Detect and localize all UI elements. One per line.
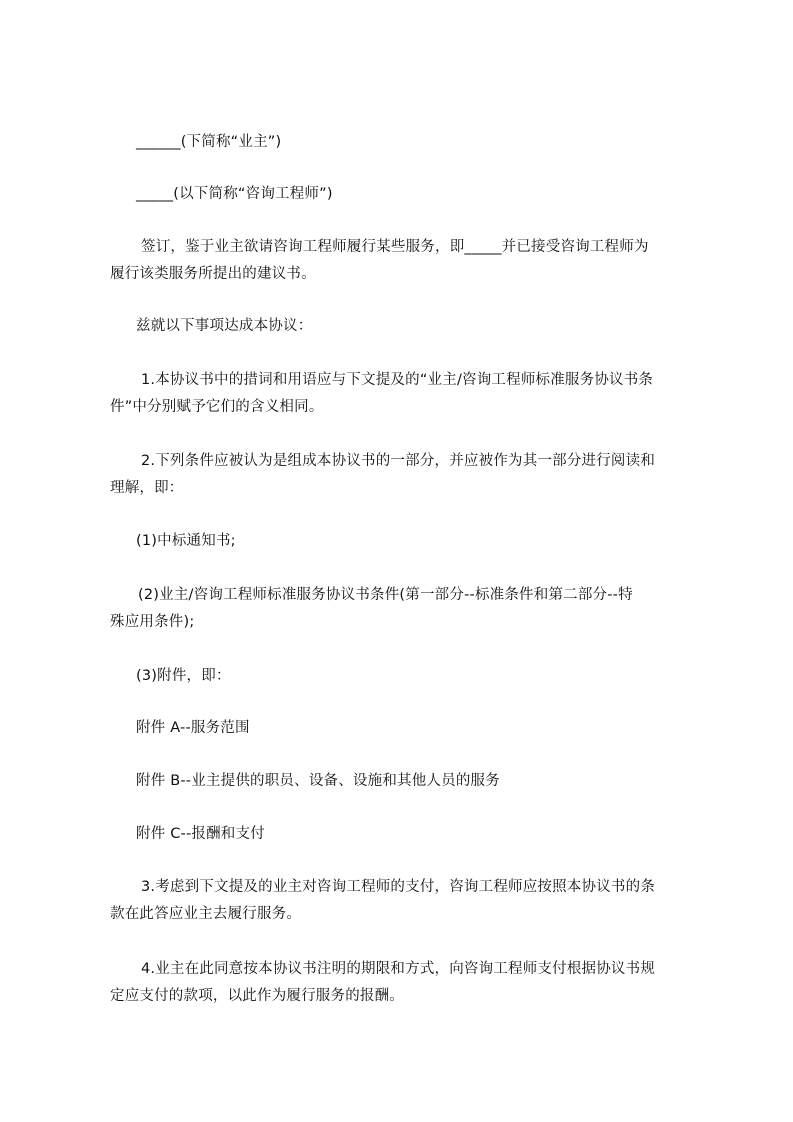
party-owner-line: ______(下简称“业主”) bbox=[136, 134, 282, 150]
clause-1-line-2: 件”中分别赋予它们的含义相同。 bbox=[110, 399, 324, 415]
clause-4-line-1: 4.业主在此同意按本协议书注明的期限和方式，向咨询工程师支付根据协议书规 bbox=[141, 961, 656, 977]
appendix-c: 附件 C--报酬和支付 bbox=[136, 826, 265, 842]
recital-line-1: 签订，鉴于业主欲请咨询工程师履行某些服务，即_____并已接受咨询工程师为 bbox=[141, 239, 649, 255]
party-consultant-line: _____(以下简称“咨询工程师”) bbox=[136, 186, 333, 202]
item-2-line-1: (2)业主/咨询工程师标准服务协议书条件(第一部分--标准条件和第二部分--特 bbox=[138, 587, 633, 603]
item-1-award-notice: (1)中标通知书; bbox=[136, 533, 236, 549]
agreement-intro: 兹就以下事项达成本协议： bbox=[136, 318, 313, 334]
clause-2-line-1: 2.下列条件应被认为是组成本协议书的一部分，并应被作为其一部分进行阅读和 bbox=[141, 453, 656, 469]
clause-3-line-2: 款在此答应业主去履行服务。 bbox=[110, 906, 302, 922]
item-2-line-2: 殊应用条件); bbox=[110, 614, 195, 630]
item-3-appendices: (3)附件，即： bbox=[136, 668, 231, 684]
appendix-a: 附件 A--服务范围 bbox=[136, 720, 250, 736]
clause-4-line-2: 定应支付的款项，以此作为履行服务的报酬。 bbox=[110, 988, 404, 1004]
clause-3-line-1: 3.考虑到下文提及的业主对咨询工程师的支付，咨询工程师应按照本协议书的条 bbox=[141, 879, 656, 895]
clause-2-line-2: 理解，即： bbox=[110, 480, 184, 496]
appendix-b: 附件 B--业主提供的职员、设备、设施和其他人员的服务 bbox=[136, 773, 500, 789]
recital-line-2: 履行该类服务所提出的建议书。 bbox=[110, 266, 316, 282]
clause-1-line-1: 1.本协议书中的措词和用语应与下文提及的“业主/咨询工程师标准服务协议书条 bbox=[141, 372, 654, 388]
